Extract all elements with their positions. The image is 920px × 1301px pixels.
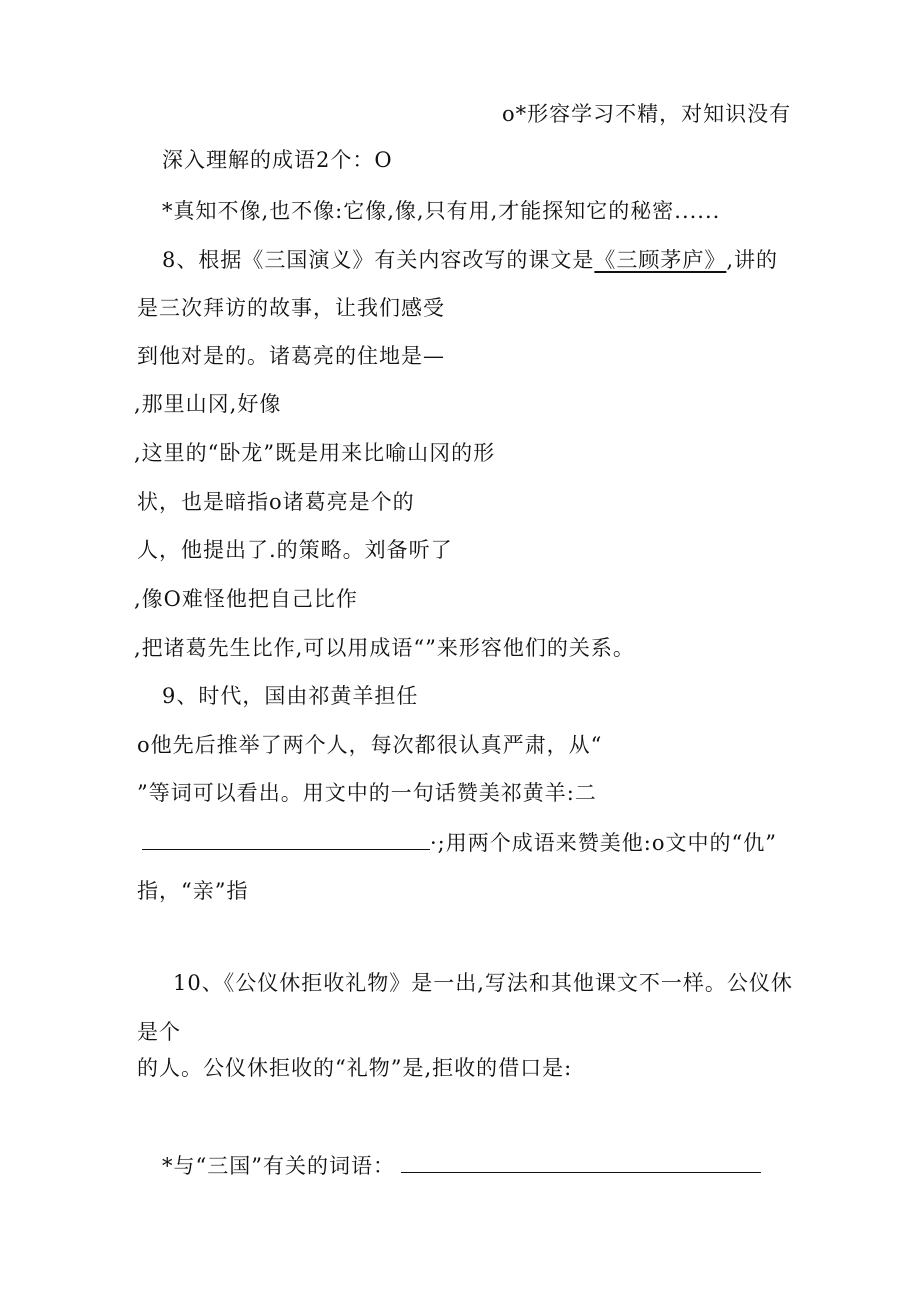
question-10: 10、《公仪休拒收礼物》是一出,写法和其他课文不一样。公仪休 — [173, 971, 793, 995]
line-16-text: ·;用两个成语来赞美他:o文中的“仇” — [430, 831, 777, 855]
question-9: 9、时代，国由祁黄羊担任 — [162, 684, 419, 708]
q8-text-end: ,讲的 — [726, 248, 779, 272]
line-3: *真知不像,也不像:它像,像,只有用,才能探知它的秘密...... — [162, 199, 721, 223]
line-9: 状，也是暗指o诸葛亮是个的 — [137, 490, 415, 514]
line-21 — [162, 1151, 761, 1181]
line-14: o他先后推举了两个人，每次都很认真严肃，从“ — [137, 733, 603, 757]
q8-lesson-title: 《三顾茅庐》 — [594, 248, 727, 272]
line-11: ,像O难怪他把自己比作 — [134, 587, 358, 611]
line-5: 是三次拜访的故事，让我们感受 — [137, 296, 445, 320]
line-17: 指，“亲”指 — [137, 879, 249, 903]
line-6: 到他对是的。诸葛亮的住地是— — [137, 344, 445, 368]
line-16 — [142, 828, 777, 858]
line-21-text: *与“三国”有关的词语： — [162, 1154, 395, 1178]
line-2: 深入理解的成语2个：O — [162, 148, 393, 172]
question-8 — [162, 245, 778, 275]
answer-blank[interactable] — [142, 829, 430, 850]
line-10: 人，他提出了.的策略。刘备听了 — [137, 538, 453, 562]
line-20: 的人。公仪休拒收的“礼物”是,拒收的借口是: — [137, 1056, 573, 1080]
answer-blank[interactable] — [401, 1152, 761, 1173]
line-7: ,那里山冈,好像 — [134, 392, 282, 416]
line-19: 是个 — [137, 1020, 181, 1044]
line-8: ,这里的“卧龙”既是用来比喻山冈的形 — [134, 441, 496, 465]
q8-text-start: 8、根据《三国演义》有关内容改写的课文是 — [162, 248, 595, 272]
line-12: ,把诸葛先生比作,可以用成语“”来形容他们的关系。 — [134, 636, 635, 660]
line-1: o*形容学习不精，对知识没有 — [502, 102, 792, 126]
line-15: ”等词可以看出。用文中的一句话赞美祁黄羊:二 — [137, 781, 597, 805]
